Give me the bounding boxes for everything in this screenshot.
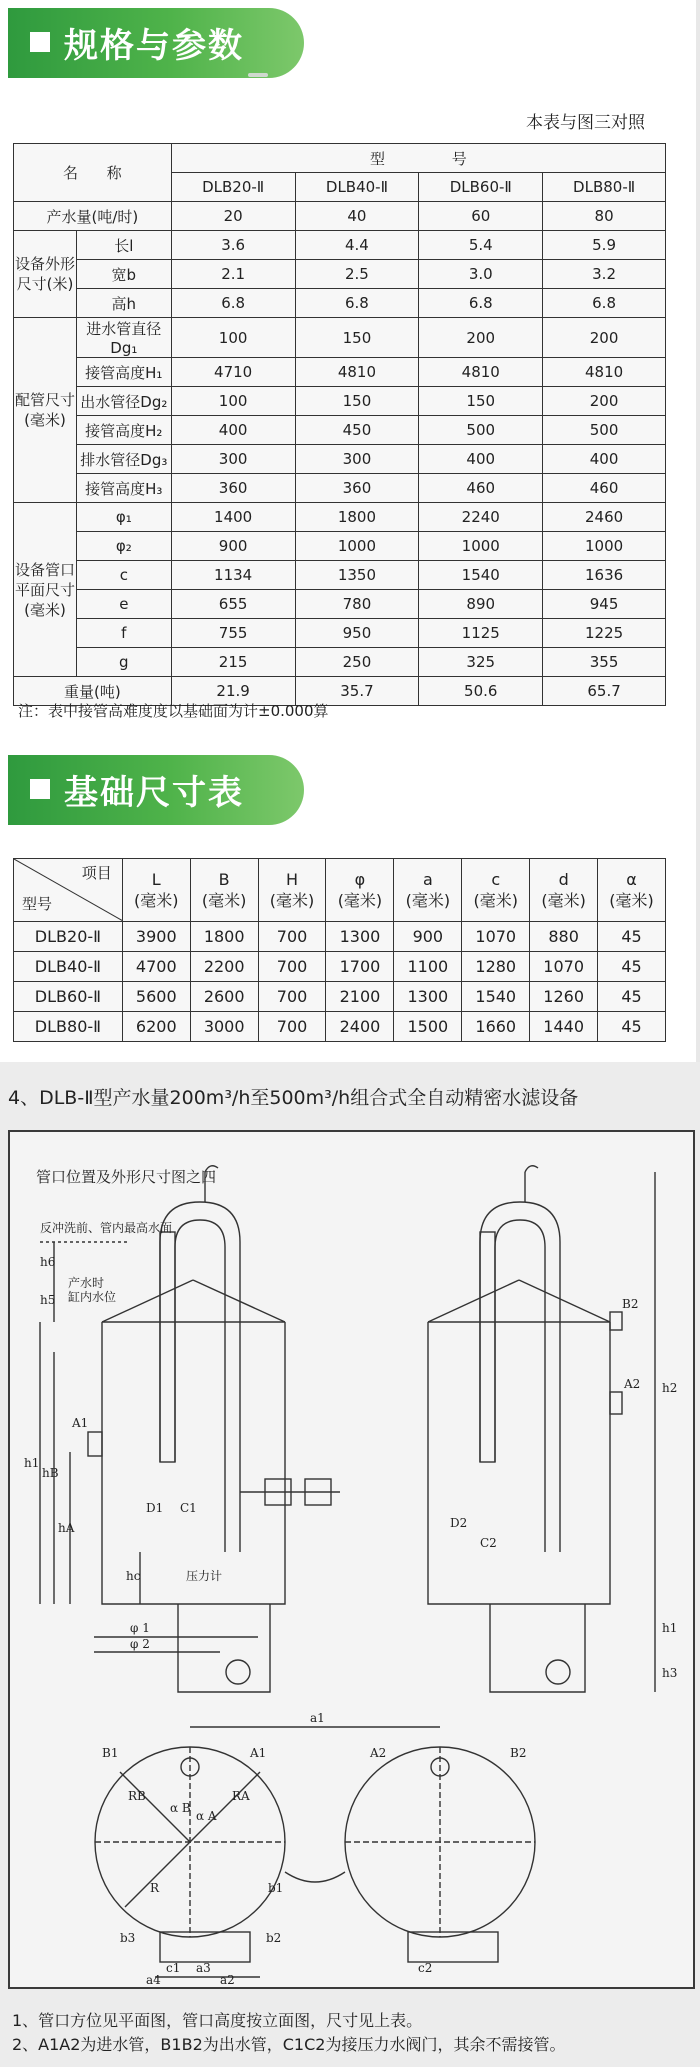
label-a1-plan: a1: [310, 1711, 325, 1725]
cell: 45: [598, 922, 666, 952]
drawing-frame: [8, 1130, 695, 1989]
corner-bottom-label: 型号: [22, 895, 53, 913]
col-unit: (毫米): [405, 891, 451, 910]
label-ra: RA: [232, 1789, 250, 1803]
label-b1-dim: b1: [268, 1881, 284, 1895]
col-symbol: c: [491, 870, 501, 889]
section-title: 基础尺寸表: [64, 773, 244, 813]
label-pressure: 压力计: [186, 1569, 223, 1583]
cell: 1540: [462, 982, 530, 1012]
row-label: 产水量(吨/时): [14, 202, 172, 231]
cell: 700: [258, 982, 326, 1012]
cell: 360: [295, 474, 419, 503]
sub-label: e: [76, 590, 171, 619]
cell: 2.1: [171, 260, 295, 289]
cell: 4710: [171, 358, 295, 387]
group-label-dims: 设备外形 尺寸(米): [14, 231, 77, 318]
sub-label: f: [76, 619, 171, 648]
cell: 1300: [326, 922, 394, 952]
cell: 4810: [295, 358, 419, 387]
label-ha: hA: [58, 1521, 75, 1535]
row-label: 重量(吨): [14, 677, 172, 706]
cell: 1350: [295, 561, 419, 590]
col-unit: (毫米): [269, 891, 315, 910]
cell: 900: [171, 532, 295, 561]
label-b2-port: B2: [510, 1746, 527, 1760]
radius-r: [125, 1842, 190, 1907]
cell: 1540: [419, 561, 543, 590]
cell: 300: [295, 445, 419, 474]
sub-label: 接管高度H₂: [76, 416, 171, 445]
cell: 1280: [462, 952, 530, 982]
radius-ra: [190, 1772, 260, 1842]
label-c1-plan: c1: [166, 1961, 181, 1975]
cell: 450: [295, 416, 419, 445]
cell: 65.7: [543, 677, 666, 706]
footnote-2: 2、A1A2为进水管，B1B2为出水管，C1C2为接压力水阀门，其余不需接管。: [12, 2035, 566, 2054]
drawing-title: 管口位置及外形尺寸图之四: [36, 1168, 217, 1186]
cell: 2100: [326, 982, 394, 1012]
label-h1-right: h1: [662, 1621, 678, 1635]
section-header-specs: [8, 0, 608, 88]
col-symbol: L: [151, 870, 161, 889]
col-unit: (毫米): [134, 891, 179, 910]
cell: 655: [171, 590, 295, 619]
sub-label: g: [76, 648, 171, 677]
group-label-pipes: 配管尺寸 (毫米): [14, 318, 77, 503]
cell: 40: [295, 202, 419, 231]
cell: 80: [543, 202, 666, 231]
sub-label: c: [76, 561, 171, 590]
label-a2-elev: A2: [624, 1377, 641, 1391]
foundation-row: [14, 1012, 666, 1042]
label-b3-dim: b3: [120, 1931, 136, 1945]
label-h3: h3: [662, 1666, 678, 1680]
label-h5: h5: [40, 1293, 56, 1307]
cell: 150: [419, 387, 543, 416]
label-h1: h1: [24, 1456, 40, 1470]
model-col-2: DLB60-Ⅱ: [419, 173, 543, 202]
col-symbol: φ: [354, 870, 366, 889]
cell: 1000: [295, 532, 419, 561]
cell: 360: [171, 474, 295, 503]
cell: 2460: [543, 503, 666, 532]
label-a2: a2: [220, 1973, 235, 1987]
group-label-ports: 设备管口 平面尺寸 (毫米): [14, 503, 77, 677]
label-phi1: φ 1: [130, 1621, 150, 1635]
label-water-prod2: 缸内水位: [68, 1290, 117, 1304]
cell: 4810: [419, 358, 543, 387]
spec-row-pipes-1: [14, 358, 666, 387]
footnote-1: 1、管口方位见平面图，管口高度按立面图，尺寸见上表。: [12, 2011, 423, 2030]
label-alpha-b: α B: [170, 1801, 191, 1815]
spec-row-pipes-2: [14, 387, 666, 416]
cell: 1500: [394, 1012, 462, 1042]
label-a4: a4: [146, 1973, 161, 1987]
cell: 1125: [419, 619, 543, 648]
cell: 400: [543, 445, 666, 474]
spec-row-output: [14, 202, 666, 231]
cell: 200: [543, 387, 666, 416]
cell: 945: [543, 590, 666, 619]
cell: 1225: [543, 619, 666, 648]
left-inlet-a1: [88, 1432, 102, 1456]
col-unit: (毫米): [609, 891, 654, 910]
right-gauge-tube: [480, 1232, 495, 1462]
label-d1: D1: [146, 1501, 164, 1515]
plan-connect-pipe: [285, 1872, 345, 1882]
cell: 1440: [530, 1012, 598, 1042]
cell: 1134: [171, 561, 295, 590]
cell: 200: [543, 318, 666, 358]
cell: 755: [171, 619, 295, 648]
model-col-3: DLB80-Ⅱ: [543, 173, 666, 202]
cell: 2200: [190, 952, 258, 982]
model-header: 型 号: [171, 144, 665, 173]
cell: 100: [171, 318, 295, 358]
cell: 4700: [122, 952, 190, 982]
bullet-square-icon: [30, 32, 50, 52]
col-unit: (毫米): [541, 891, 586, 910]
left-gauge-tube: [160, 1232, 175, 1462]
label-c1: C1: [180, 1501, 197, 1515]
col-symbol: α: [626, 870, 637, 889]
cell: 150: [295, 387, 419, 416]
cell: 4810: [543, 358, 666, 387]
spec-row-ports-4: [14, 619, 666, 648]
label-a3: a3: [196, 1961, 211, 1975]
cell: 700: [258, 1012, 326, 1042]
model-cell: DLB80-Ⅱ: [14, 1012, 123, 1042]
label-r: R: [150, 1881, 160, 1895]
cell: 1070: [462, 922, 530, 952]
table-caption: 本表与图三对照: [526, 113, 645, 133]
label-rb: RB: [128, 1789, 146, 1803]
cell: 50.6: [419, 677, 543, 706]
cell: 100: [171, 387, 295, 416]
spec-row-pipes-5: [14, 474, 666, 503]
right-inlet-a2: [610, 1392, 622, 1414]
section-title: 规格与参数: [64, 26, 244, 66]
spec-row-dims-2: [14, 289, 666, 318]
label-b2-dim: b2: [266, 1931, 282, 1945]
drawing-section-heading: 4、DLB-Ⅱ型产水量200m³/h至500m³/h组合式全自动精密水滤设备: [8, 1087, 579, 1109]
cell: 890: [419, 590, 543, 619]
label-h6: h6: [40, 1255, 56, 1269]
cell: 900: [394, 922, 462, 952]
col-unit: (毫米): [337, 891, 383, 910]
cell: 200: [419, 318, 543, 358]
corner-top-label: 项目: [81, 864, 112, 882]
label-hb: hB: [42, 1466, 59, 1480]
label-a1-elev: A1: [72, 1416, 89, 1430]
right-tank-roof-l: [428, 1280, 519, 1322]
model-cell: DLB40-Ⅱ: [14, 952, 123, 982]
sub-label: 排水管径Dg₃: [76, 445, 171, 474]
cell: 460: [419, 474, 543, 503]
cell: 3.6: [171, 231, 295, 260]
left-siphon-pipe: [160, 1202, 240, 1552]
model-col-0: DLB20-Ⅱ: [171, 173, 295, 202]
cell: 215: [171, 648, 295, 677]
cell: 950: [295, 619, 419, 648]
cell: 2600: [190, 982, 258, 1012]
foundation-col-header: [122, 859, 190, 922]
label-b1-plan: B1: [102, 1746, 119, 1760]
label-water-prod: 产水时: [68, 1276, 105, 1290]
cell: 6.8: [295, 289, 419, 318]
cell: 700: [258, 952, 326, 982]
cell: 500: [543, 416, 666, 445]
cell: 780: [295, 590, 419, 619]
label-a1-port: A1: [250, 1746, 267, 1760]
foundation-row: [14, 982, 666, 1012]
left-tank-roof-r: [193, 1280, 285, 1322]
foundation-col-header: [190, 859, 258, 922]
foundation-header-row: [14, 859, 666, 922]
cell: 250: [295, 648, 419, 677]
cell: 3900: [122, 922, 190, 952]
cell: 1260: [530, 982, 598, 1012]
label-d2: D2: [450, 1516, 468, 1530]
right-drain-ring: [546, 1660, 570, 1684]
cell: 5600: [122, 982, 190, 1012]
cell: 3000: [190, 1012, 258, 1042]
sub-label: 高h: [76, 289, 171, 318]
cell: 1300: [394, 982, 462, 1012]
spec-row-dims-1: [14, 260, 666, 289]
col-unit: (毫米): [473, 891, 518, 910]
cell: 325: [419, 648, 543, 677]
cell: 6200: [122, 1012, 190, 1042]
right-siphon-inner: [495, 1220, 545, 1552]
cell: 1000: [419, 532, 543, 561]
cell: 5.4: [419, 231, 543, 260]
technical-drawing: [10, 1132, 693, 1987]
cell: 2400: [326, 1012, 394, 1042]
foundation-col-header: [326, 859, 394, 922]
label-water-top: 反冲洗前、管内最高水面: [40, 1221, 173, 1235]
name-header: 名 称: [14, 144, 172, 202]
left-drain-ring: [226, 1660, 250, 1684]
spec-row-ports-5: [14, 648, 666, 677]
cell: 3.0: [419, 260, 543, 289]
right-tank-roof-r: [519, 1280, 610, 1322]
cell: 500: [419, 416, 543, 445]
spec-row-ports-1: [14, 532, 666, 561]
label-alpha-a: α A: [196, 1809, 217, 1823]
cell: 45: [598, 982, 666, 1012]
label-c2-plan: c2: [418, 1961, 433, 1975]
right-base: [490, 1604, 585, 1692]
left-tank-body: [102, 1322, 285, 1604]
cell: 2240: [419, 503, 543, 532]
cell: 1400: [171, 503, 295, 532]
right-outlet-b2: [610, 1312, 622, 1330]
label-b2-elev: B2: [622, 1297, 639, 1311]
label-h2: h2: [662, 1381, 678, 1395]
right-tank-body: [428, 1322, 610, 1604]
foundation-row: [14, 922, 666, 952]
cell: 4.4: [295, 231, 419, 260]
spec-row-ports-3: [14, 590, 666, 619]
spec-row-dims-0: [14, 231, 666, 260]
diagonal-header-cell: [14, 859, 123, 922]
spec-row-pipes-3: [14, 416, 666, 445]
cell: 300: [171, 445, 295, 474]
right-siphon-pipe: [480, 1202, 560, 1552]
cell: 400: [171, 416, 295, 445]
cell: 880: [530, 922, 598, 952]
cell: 6.8: [419, 289, 543, 318]
page-edge: [696, 0, 700, 1062]
foundation-col-header: [462, 859, 530, 922]
sub-label: φ₁: [76, 503, 171, 532]
cell: 20: [171, 202, 295, 231]
bullet-square-icon: [30, 779, 50, 799]
cell: 1636: [543, 561, 666, 590]
sub-label: 接管高度H₁: [76, 358, 171, 387]
cell: 460: [543, 474, 666, 503]
col-symbol: B: [218, 870, 230, 889]
cell: 45: [598, 952, 666, 982]
foundation-col-header: [598, 859, 666, 922]
foundation-col-header: [394, 859, 462, 922]
spec-row-pipes-0: [14, 318, 666, 358]
cell: 1070: [530, 952, 598, 982]
cell: 2.5: [295, 260, 419, 289]
cell: 1100: [394, 952, 462, 982]
model-col-1: DLB40-Ⅱ: [295, 173, 419, 202]
cell: 3.2: [543, 260, 666, 289]
label-phi2: φ 2: [130, 1637, 150, 1651]
cell: 21.9: [171, 677, 295, 706]
cell: 1660: [462, 1012, 530, 1042]
right-vent-cap: [525, 1166, 538, 1172]
spec-row-ports-2: [14, 561, 666, 590]
sub-label: φ₂: [76, 532, 171, 561]
col-unit: (毫米): [201, 891, 247, 910]
sub-label: 长l: [76, 231, 171, 260]
col-symbol: H: [286, 870, 299, 889]
cell: 355: [543, 648, 666, 677]
sub-label: 宽b: [76, 260, 171, 289]
cell: 6.8: [171, 289, 295, 318]
col-symbol: a: [422, 870, 433, 889]
label-c2: C2: [480, 1536, 497, 1550]
model-cell: DLB20-Ⅱ: [14, 922, 123, 952]
foundation-col-header: [530, 859, 598, 922]
col-symbol: d: [558, 870, 569, 889]
label-hc: hc: [126, 1569, 141, 1583]
cell: 6.8: [543, 289, 666, 318]
table-note: 注：表中接管高难度度以基础面为计±0.000算: [18, 702, 329, 720]
foundation-row: [14, 952, 666, 982]
model-cell: DLB60-Ⅱ: [14, 982, 123, 1012]
spec-row-pipes-4: [14, 445, 666, 474]
cell: 700: [258, 922, 326, 952]
sub-label: 进水管直径Dg₁: [76, 318, 171, 358]
left-base: [178, 1604, 270, 1692]
section-header-foundation: [8, 747, 608, 835]
cell: 150: [295, 318, 419, 358]
spec-row-ports-0: [14, 503, 666, 532]
spec-table: [13, 143, 666, 706]
foundation-table: [13, 858, 666, 1042]
cell: 35.7: [295, 677, 419, 706]
cell: 400: [419, 445, 543, 474]
sub-label: 接管高度H₃: [76, 474, 171, 503]
label-a2-port: A2: [370, 1746, 387, 1760]
cell: 60: [419, 202, 543, 231]
foundation-col-header: [258, 859, 326, 922]
cell: 5.9: [543, 231, 666, 260]
cell: 1800: [190, 922, 258, 952]
cell: 45: [598, 1012, 666, 1042]
cell: 1800: [295, 503, 419, 532]
decor-dash: [248, 73, 268, 77]
cell: 1000: [543, 532, 666, 561]
sub-label: 出水管径Dg₂: [76, 387, 171, 416]
cell: 1700: [326, 952, 394, 982]
